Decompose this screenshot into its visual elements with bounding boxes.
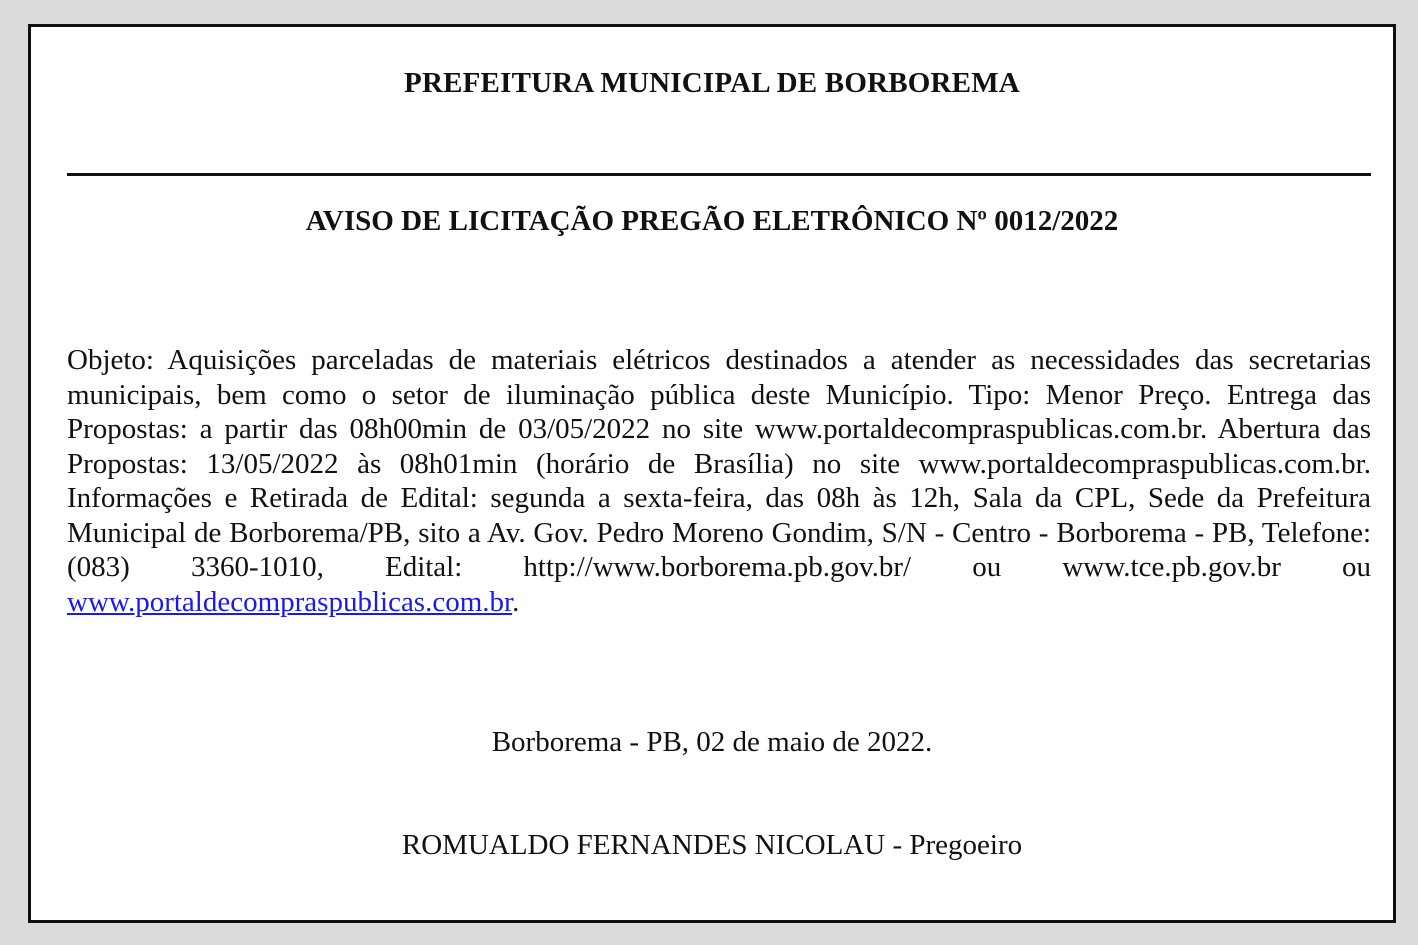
trailing-period: . bbox=[512, 585, 520, 618]
notice-document bbox=[28, 24, 1396, 923]
date-line: Borborema - PB, 02 de maio de 2022. bbox=[491, 726, 933, 758]
notice-body-text: Objeto: Aquisições parceladas de materiais elétricos destinados a atender as necessidades das secretarias municipais, bem como o setor de iluminação pública deste Município. Tipo: Menor Preço. Entrega das Propostas: a partir das 08h00min de 03/05/2022 no site www.portaldecompraspublicas.com.br. Abertura das Propostas: 13/05/2022 às 08h01min (horário de Brasília) no site www.portaldecompraspublicas.com.br. Informações e Retirada de Edital: segunda a sexta-feira, das 08h às 12h, Sala da CPL, Sede da Prefeitura Municipal de Borborema/PB, sito a Av. Gov. Pedro Moreno Gondim, S/N - Centro - Borborema - PB, Telefone: (083) 3360-1010, Edital: http://www.borborema.pb.gov.br/ ou www.tce.pb.gov.br ou bbox=[67, 344, 1371, 583]
signature-line: ROMUALDO FERNANDES NICOLAU - Pregoeiro bbox=[401, 829, 1023, 861]
notice-body bbox=[67, 343, 1371, 619]
portal-link[interactable]: www.portaldecompraspublicas.com.br bbox=[67, 585, 513, 618]
header-divider bbox=[67, 173, 1371, 176]
notice-title: AVISO DE LICITAÇÃO PREGÃO ELETRÔNICO Nº 0012/2022 bbox=[305, 205, 1119, 237]
organization-title: PREFEITURA MUNICIPAL DE BORBOREMA bbox=[404, 67, 1020, 99]
